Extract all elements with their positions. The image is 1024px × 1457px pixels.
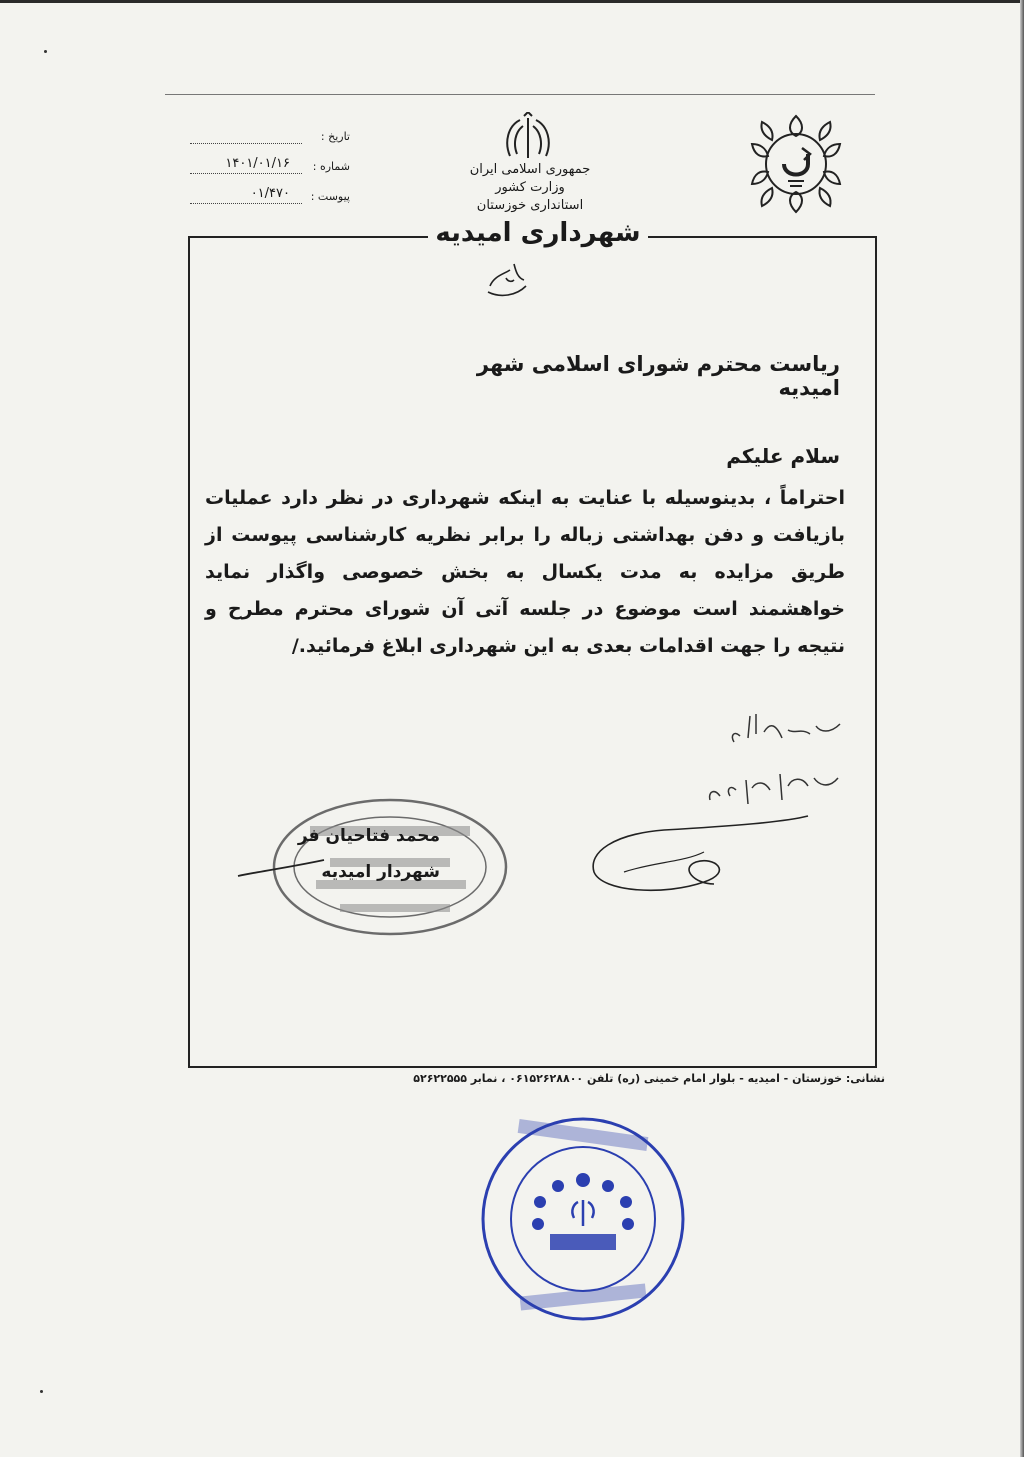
number-value: ۱۴۰۱/۰۱/۱۶ (225, 156, 290, 171)
header-line-2: وزارت کشور (495, 180, 565, 195)
header-line-1: جمهوری اسلامی ایران (469, 162, 591, 177)
municipality-logo (742, 104, 850, 222)
attachment-value: ۰۱/۴۷۰ (250, 186, 290, 201)
scan-edge-right (1020, 0, 1024, 1457)
signatory-name: محمد فتاحیان فر (297, 826, 440, 846)
scan-speck (44, 50, 47, 53)
frame-rule-right (648, 236, 877, 238)
council-stamp (478, 1114, 688, 1324)
scan-speck (40, 1390, 43, 1393)
header-rule (165, 94, 875, 95)
iran-emblem-icon (500, 112, 556, 162)
date-field: تاریخ : (190, 130, 350, 148)
frame-rule-left (188, 236, 428, 238)
municipality-title: شهرداری امیدیه (435, 218, 641, 248)
scan-edge-top (0, 0, 1024, 3)
handwritten-signature (584, 812, 814, 902)
letter-body: احتراماً ، بدینوسیله با عنایت به اینکه شهرداری در نظر دارد عملیات بازیافت و دفن بهداشتی زباله را برابر نظریه کارشناسی پیوست از طریق مزایده به مدت یکسال به بخش خصوصی واگذار نماید خواهشمند است موضوع در جلسه آتی آن شورای محترم مطرح و نتیجه را جهت اقدامات بعدی به این شهرداری ابلاغ فرمائید./ (205, 487, 845, 657)
attachment-field: پیوست : ۰۱/۴۷۰ (190, 190, 350, 208)
footer-address: نشانی: خوزستان - امیدیه - بلوار امام خمینی (ره) تلفن ۰۶۱۵۲۶۲۸۸۰۰ ، نمابر ۵۲۶۲۲۵۵۵ (413, 1072, 885, 1085)
letter-addressee: ریاست محترم شورای اسلامی شهر امیدیه (476, 352, 840, 400)
letter-greeting: سلام علیکم (726, 444, 840, 468)
signatory-title: شهردار امیدیه (321, 862, 440, 882)
handwritten-referral-note (480, 256, 540, 304)
number-field: شماره : ۱۴۰۱/۰۱/۱۶ (190, 160, 350, 178)
signature-stroke (236, 854, 326, 884)
handwritten-approval (690, 704, 850, 818)
header-line-3: استانداری خوزستان (476, 198, 584, 213)
